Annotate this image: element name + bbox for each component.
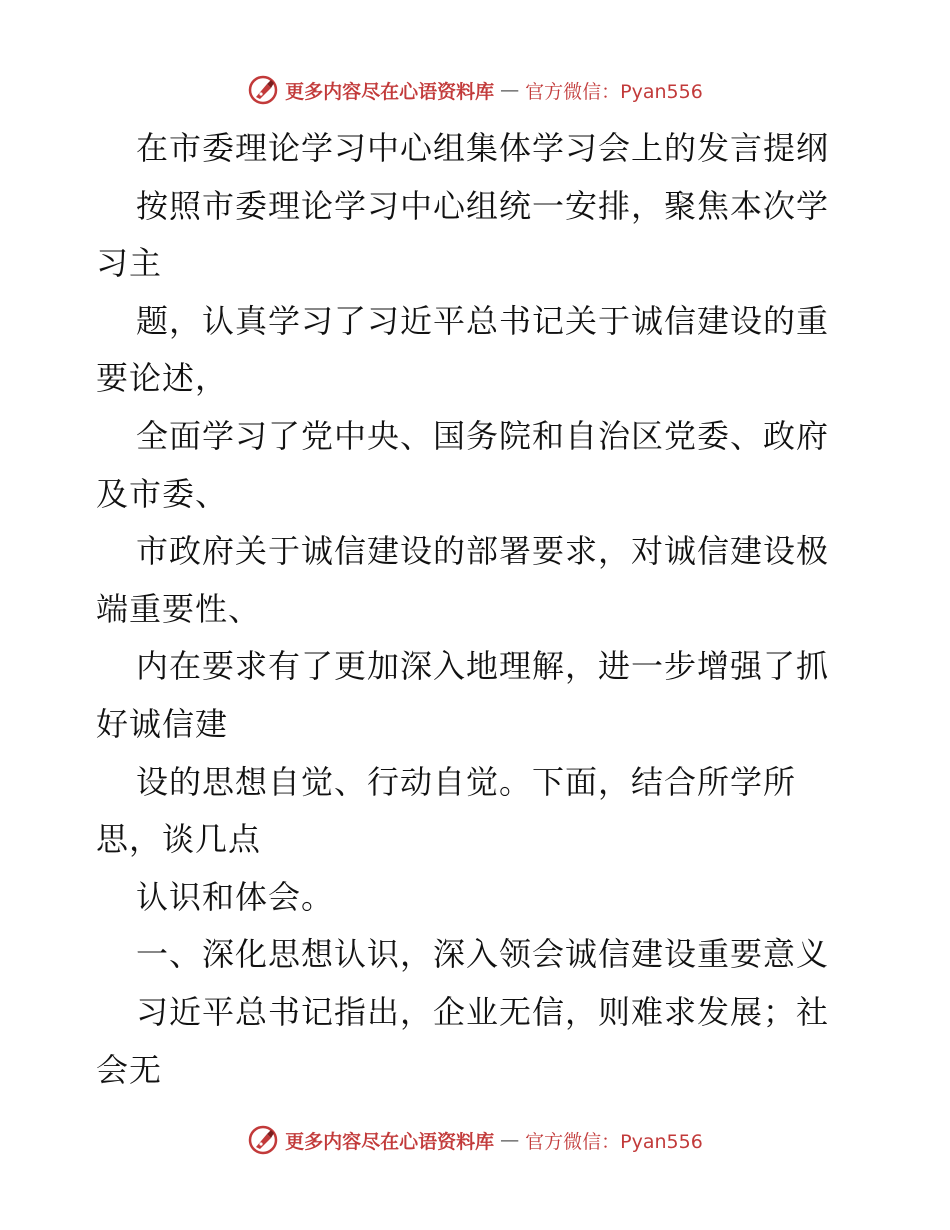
document-text-line: 题，认真学习了习近平总书记关于诚信建设的重: [136, 301, 830, 340]
footer-watermark: [0, 1122, 950, 1158]
document-text-line: 及市委、: [96, 474, 229, 513]
watermark-contact: 官方微信：Pyan556: [525, 80, 703, 103]
document-text-line: 习主: [96, 244, 163, 283]
document-text-line: 好诚信建: [96, 704, 229, 743]
document-body: [96, 120, 856, 1099]
watermark-text: 更多内容尽在心语资料库: [285, 80, 495, 103]
document-text-line: 全面学习了党中央、国务院和自治区党委、政府: [136, 416, 830, 455]
document-text-line: 一、深化思想认识，深入领会诚信建设重要意义: [136, 935, 830, 974]
document-text-line: 设的思想自觉、行动自觉。下面，结合所学所: [136, 762, 797, 801]
document-text-line: 按照市委理论学习中心组统一安排，聚焦本次学: [136, 186, 830, 225]
document-text-line: 要论述，: [96, 359, 229, 398]
watermark-separator: —: [500, 1129, 520, 1151]
watermark-separator: —: [500, 79, 520, 101]
header-watermark: [0, 72, 950, 108]
document-text-line: 端重要性、: [96, 589, 262, 628]
document-text-line: 思，谈几点: [96, 820, 262, 859]
pen-nib-logo-icon: [247, 74, 279, 106]
watermark-contact: 官方微信：Pyan556: [525, 1130, 703, 1153]
document-text-line: 在市委理论学习中心组集体学习会上的发言提纲: [136, 129, 830, 167]
document-text-line: 市政府关于诚信建设的部署要求，对诚信建设极: [136, 532, 830, 571]
watermark-text: 更多内容尽在心语资料库: [285, 1130, 495, 1153]
document-text-line: 内在要求有了更加深入地理解，进一步增强了抓: [136, 647, 830, 686]
document-text-line: 认识和体会。: [136, 877, 335, 916]
pen-nib-logo-icon: [247, 1124, 279, 1156]
document-text-line: 会无: [96, 1050, 163, 1089]
document-text-line: 习近平总书记指出，企业无信，则难求发展；社: [136, 992, 830, 1031]
